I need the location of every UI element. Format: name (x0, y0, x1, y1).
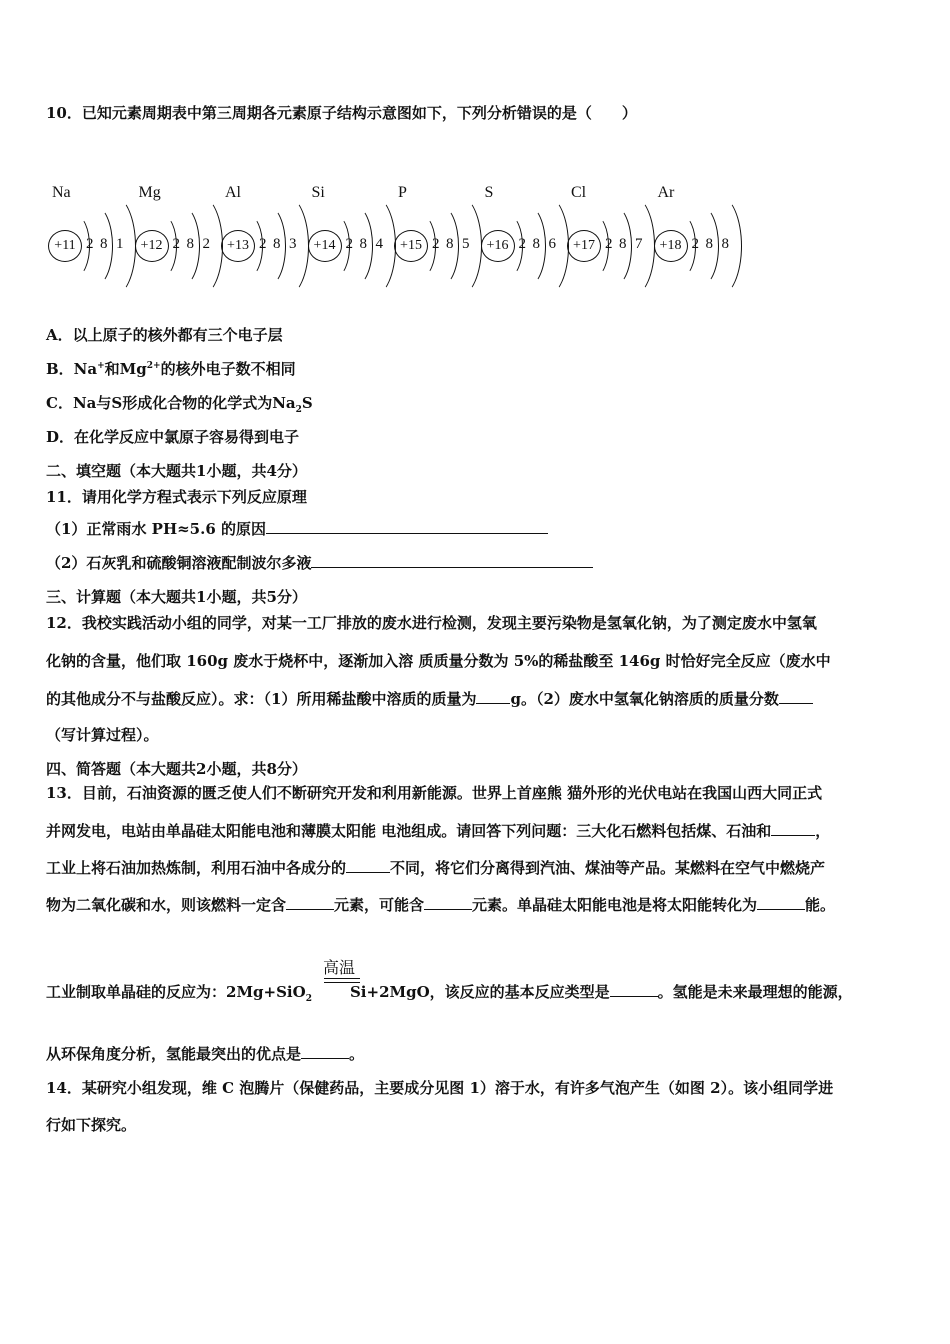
atom-structure-diagrams (44, 180, 744, 300)
section-4-heading: 四、简答题（本大题共2小题，共8分） (46, 760, 307, 778)
q12-line3-a: 的其他成分不与盐酸反应）。求：（1）所用稀盐酸中溶质的质量为 (46, 690, 477, 708)
shell-electron-count: 8 (186, 236, 194, 252)
shell-electron-count: 2 (259, 236, 267, 252)
q14-line2: 行如下探究。 (46, 1116, 137, 1134)
atom-symbol: Ar (657, 184, 675, 201)
shell-electron-count: 8 (100, 236, 108, 252)
atom-nucleus: +13 (221, 230, 255, 262)
atom-nucleus: +11 (48, 230, 82, 262)
atom-nucleus: +14 (308, 230, 342, 262)
option-c-sub: 2 (295, 405, 302, 415)
section-2-heading: 二、填空题（本大题共1小题，共4分） (46, 462, 307, 480)
q13-line5-sub: 2 (305, 994, 312, 1004)
q13-line4-b: 元素，可能含 (334, 896, 425, 914)
atom-ar (650, 180, 740, 300)
q13-line5-c: 。氢能是未来最理想的能源， (657, 983, 853, 1001)
q13-line2 (46, 820, 830, 841)
option-c-pre: C．Na与S形成化合物的化学式为Na (46, 394, 296, 412)
shell-electron-count: 8 (446, 236, 454, 252)
q13-line3-b: 不同，将它们分离得到汽油、煤油等产品。某燃料在空气中燃烧产 (390, 859, 826, 877)
q13-element-possible-blank[interactable] (424, 895, 472, 910)
q14-line1: 14．某研究小组发现，维 C 泡腾片（保健药品，主要成分见图 1）溶于水，有许多气泡产生（如图 2）。该小组同学进 (46, 1079, 834, 1097)
q12-line3 (46, 688, 813, 709)
q13-line4-d: 能。 (805, 896, 836, 914)
q13-line1: 13．目前，石油资源的匮乏使人们不断研究开发和利用新能源。世界上首座熊 猫外形的光伏电站在我国山西大同正式 (46, 784, 823, 802)
q13-line2-a: 并网发电，电站由单晶硅太阳能电池和薄膜太阳能 电池组成。请回答下列问题：三大化石燃料包括煤、石油和 (46, 822, 772, 840)
shell-electron-count: 2 (605, 236, 613, 252)
q13-line5-a: 工业制取单晶硅的反应为：2Mg+SiO (46, 983, 306, 1001)
q10-stem: 10．已知元素周期表中第三周期各元素原子结构示意图如下，下列分析错误的是（ ） (46, 104, 637, 122)
option-c-post: S (301, 394, 313, 412)
q13-energy-blank[interactable] (757, 895, 805, 910)
shell-electron-count: 2 (432, 236, 440, 252)
shell-electron-count: 8 (619, 236, 627, 252)
shell-electron-count: 8 (721, 236, 729, 252)
atom-p (390, 180, 480, 300)
electron-shell-arc (90, 195, 136, 297)
q13-line6 (46, 1043, 364, 1064)
q11-part2-answer-blank[interactable] (311, 553, 593, 568)
q13-line3-a: 工业上将石油加热炼制，利用石油中各成分的 (46, 859, 347, 877)
shell-electron-count: 3 (289, 236, 297, 252)
shell-electron-count: 2 (518, 236, 526, 252)
atom-symbol: S (484, 184, 494, 201)
atom-symbol: P (398, 184, 407, 201)
shell-electron-count: 2 (691, 236, 699, 252)
q13-boiling-point-blank[interactable] (346, 858, 390, 873)
q12-line2: 化钠的含量，他们取 160g 废水于烧杯中，逐渐加入溶 质质量分数为 5%的稀盐酸至 146g 时恰好完全反应（废水中 (46, 652, 831, 670)
q13-element-certain-blank[interactable] (286, 895, 334, 910)
atom-s (477, 180, 567, 300)
q13-line4 (46, 894, 835, 915)
option-b-mid: 和Mg (104, 360, 147, 378)
electron-shell-arc (177, 195, 223, 297)
q13-fossil-fuel-blank[interactable] (771, 821, 815, 836)
option-b-sup1: + (97, 361, 105, 371)
shell-electron-count: 8 (705, 236, 713, 252)
electron-shell-arc (696, 195, 742, 297)
q11-part1-answer-blank[interactable] (266, 519, 548, 534)
q13-line5-b: Si+2MgO，该反应的基本反应类型是 (349, 983, 610, 1001)
electron-shell-arc (263, 195, 309, 297)
reaction-condition: 高温 (323, 960, 356, 977)
atom-si (304, 180, 394, 300)
atom-symbol: Si (311, 184, 325, 201)
shell-electron-count: 2 (172, 236, 180, 252)
atom-symbol: Cl (571, 184, 587, 201)
shell-electron-count: 4 (375, 236, 383, 252)
electron-shell-arc (350, 195, 396, 297)
atom-mg (131, 180, 221, 300)
atom-al (217, 180, 307, 300)
q13-hydrogen-advantage-blank[interactable] (301, 1044, 349, 1059)
atom-nucleus: +12 (135, 230, 169, 262)
shell-electron-count: 8 (532, 236, 540, 252)
q13-line3 (46, 857, 825, 878)
q11-part2 (46, 552, 593, 573)
q10-option-b[interactable] (46, 358, 296, 379)
q11-part2-text: （2）石灰乳和硫酸铜溶液配制波尔多液 (46, 554, 312, 572)
atom-symbol: Na (52, 184, 71, 201)
electron-shell-arc (436, 195, 482, 297)
q10-option-d[interactable]: D．在化学反应中氯原子容易得到电子 (46, 428, 300, 446)
shell-electron-count: 2 (202, 236, 210, 252)
q13-line4-a: 物为二氧化碳和水，则该燃料一定含 (46, 896, 287, 914)
option-b-post: 的核外电子数不相同 (160, 360, 296, 378)
atom-na (44, 180, 134, 300)
shell-electron-count: 2 (345, 236, 353, 252)
electron-shell-arc (609, 195, 655, 297)
q13-line2-b: ， (815, 822, 831, 840)
atom-nucleus: +17 (567, 230, 601, 262)
q11-part1 (46, 518, 548, 539)
shell-electron-count: 8 (273, 236, 281, 252)
q12-mass-blank[interactable] (476, 689, 510, 704)
atom-symbol: Al (225, 184, 241, 201)
electron-shell-arc (523, 195, 569, 297)
q13-line5 (46, 981, 853, 1004)
q11-part1-text: （1）正常雨水 PH≈5.6 的原因 (46, 520, 266, 538)
q10-option-a[interactable]: A．以上原子的核外都有三个电子层 (46, 326, 283, 344)
shell-electron-count: 7 (635, 236, 643, 252)
q12-fraction-blank[interactable] (779, 689, 813, 704)
section-3-heading: 三、计算题（本大题共1小题，共5分） (46, 588, 307, 606)
atom-nucleus: +16 (481, 230, 515, 262)
option-b-pre: B．Na (46, 360, 98, 378)
shell-electron-count: 6 (548, 236, 556, 252)
q11-stem: 11．请用化学方程式表示下列反应原理 (46, 488, 307, 506)
shell-electron-count: 5 (462, 236, 470, 252)
shell-electron-count: 1 (116, 236, 124, 252)
atom-symbol: Mg (138, 184, 161, 201)
shell-electron-count: 8 (359, 236, 367, 252)
q12-line1: 12．我校实践活动小组的同学，对某一工厂排放的废水进行检测，发现主要污染物是氢氧化钠，为了测定废水中氢氧 (46, 614, 817, 632)
q10-option-c[interactable] (46, 392, 313, 415)
atom-cl (563, 180, 653, 300)
q13-line4-c: 元素。单晶硅太阳能电池是将太阳能转化为 (472, 896, 758, 914)
atom-nucleus: +15 (394, 230, 428, 262)
q13-line6-b: 。 (349, 1045, 365, 1063)
option-b-sup2: 2+ (146, 361, 161, 371)
q12-line4: （写计算过程）。 (46, 726, 159, 744)
atom-nucleus: +18 (654, 230, 688, 262)
q13-line6-a: 从环保角度分析，氢能最突出的优点是 (46, 1045, 302, 1063)
q12-line3-b: g。（2）废水中氢氧化钠溶质的质量分数 (510, 690, 779, 708)
q13-reaction-type-blank[interactable] (610, 982, 658, 997)
shell-electron-count: 2 (86, 236, 94, 252)
